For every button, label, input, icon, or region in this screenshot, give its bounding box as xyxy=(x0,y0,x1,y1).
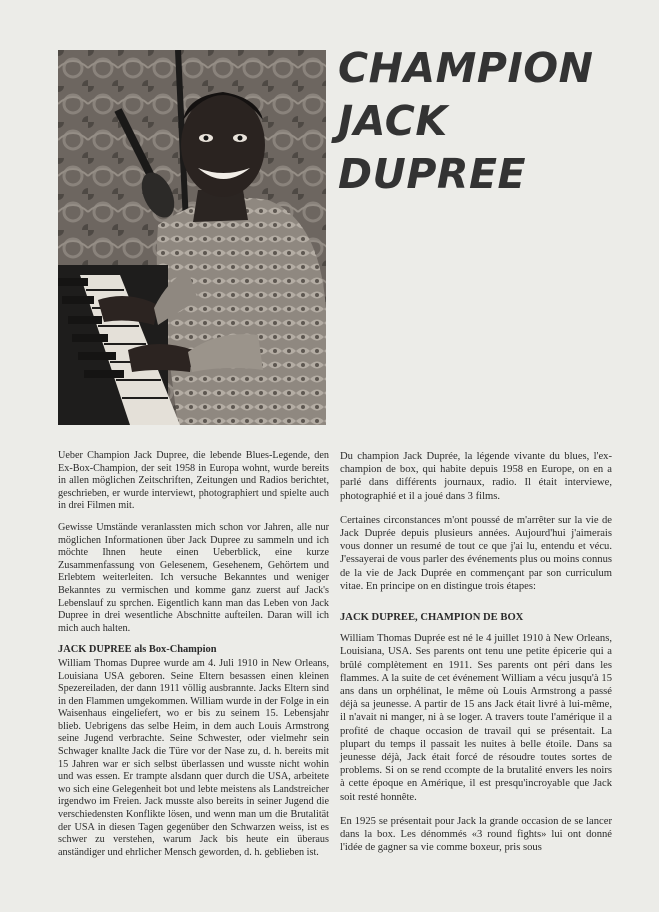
french-column xyxy=(340,450,612,865)
german-body: William Thomas Dupree wurde am 4. Juli 1910 in New Orleans, Louisiana USA geboren. Seine Eltern besassen einen kleinen Spezereiladen, der dann 1911 völlig ausbrannte. Jacks Eltern sind in den Flammen umgekommen. William wurde in der Folge in ein Waisenhaus eingeliefert, wo er bis zu seinem 15. Lebensjahr blieb. Uebrigens das selbe Heim, in dem auch Louis Armstrong seine Jugend verbrachte. Seine Schwester, oder vielmehr sein Schwager knallte Jack die Türe vor der Nase zu, d. h. bereits mit 15 Jahren war er sich selbst überlassen und wusste nicht wohin und was essen. Er trampte alsdann quer durch die USA, arbeitete wo sich eine Gelegenheit bot und lebte meistens als Landstreicher irgendwo im Freien. Jack musste also bereits in seiner Jugend die verschiedensten Konflikte lösen, und wenn man um die Brutalität der USA in diesen Tagen gegenüber den Schwarzen weiss, ist es schwer zu verstehen, warum Jack bis heute ein überaus anständiger und ehrlicher Mensch geworden, d. h. geblieben ist. xyxy=(58,657,329,858)
french-body: William Thomas Duprée est né le 4 juillet 1910 à New Orleans, Louisiana, USA. Ses parents ont tenu une petite épicerie qui a brûlé complètement en 1911. Ses parents ont péri dans les flammes. A la suite de cet événement William a vécu jusqu'à 15 ans dans un orphélinat, le même où Louis Armstrong a passé déjà sa jeunesse. A partir de 15 ans Jack était livré à lui-même, il n'avait ni manger, ni à se loger. A travers toute l'amérique il a profité de chaque occasion de travail qui se présentait. La plupart du temps il passait les nuites à belle étoile. Dans sa jeunesse déjà, Jack était forcé de résoudre toutes sortes de problems. Si on se rend ccompte de la brutalité envers les noirs à cette époque en Amérique, il est presqu'incroyable que Jack soit resté honnête. xyxy=(340,633,612,803)
article-title xyxy=(338,42,638,201)
title-line-1: CHAMPION xyxy=(338,44,594,92)
french-section-heading: JACK DUPREE, CHAMPION DE BOX xyxy=(340,612,524,624)
french-intro: Du champion Jack Duprée, la légende vivante du blues, l'ex-champion de box, qui habite depuis 1958 en Europe, on en a parlé dans différents journaux, radio. Il était interviewe, photographié et il a joué dans 3 films. xyxy=(340,451,612,502)
photo-jack-dupree-at-piano xyxy=(58,50,326,425)
german-column xyxy=(58,450,329,868)
german-intro-2: Gewisse Umstände veranlassten mich schon vor Jahren, alle nur möglichen Informationen über Jack Dupree zu sammeln und ich möchte Ihnen heute einen Ueberblick, eine kurze Zusammenfassung von Gelesenem, Gesehenem, Gehörtem und Erlebtem weiterleiten. Ich versuche Bekanntes und weniger Bekanntes zu vermischen und komme ganz zuerst auf Jack's Lebenslauf zu sprchen. Eigentlich kann man das Leben von Jack Dupree in drei wesentliche Abschnitte aufteilen. Daran will ich mich auch halten. xyxy=(58,521,329,634)
german-section-heading: JACK DUPREE als Box-Champion xyxy=(58,644,217,656)
title-line-2: JACK xyxy=(338,97,448,145)
french-body-2: En 1925 se présentait pour Jack la grande occasion de se lancer dans la box. Les dénommés «3 round fights» lui ont donné l'idée de gagner sa vie comme boxeur, pris sous xyxy=(340,815,612,854)
german-intro: Ueber Champion Jack Dupree, die lebende Blues-Legende, den Ex-Box-Champion, der seit 1958 in Europa wohnt, wurde bereits in allen möglichen Zeitschriften, Zeitungen und Radios berichtet, geschrieben, er wurde interviewt, photographiert und spielte auch in drei Filmen mit. xyxy=(58,450,329,512)
french-intro-2: Certaines circonstances m'ont poussé de m'arrêter sur la vie de Jack Duprée depuis plusieurs années. Aujourd'hui j'aimerais vous donner un resumé de tout ce que j'ai lu, entendu et vécu. J'essayerai de vous parler des événements plus ou moins connus de la vie de Jack Duprée en commençant par son curriculum vitae. En principe on en distingue trois étapes: xyxy=(340,514,612,592)
title-line-3: DUPREE xyxy=(338,150,526,198)
